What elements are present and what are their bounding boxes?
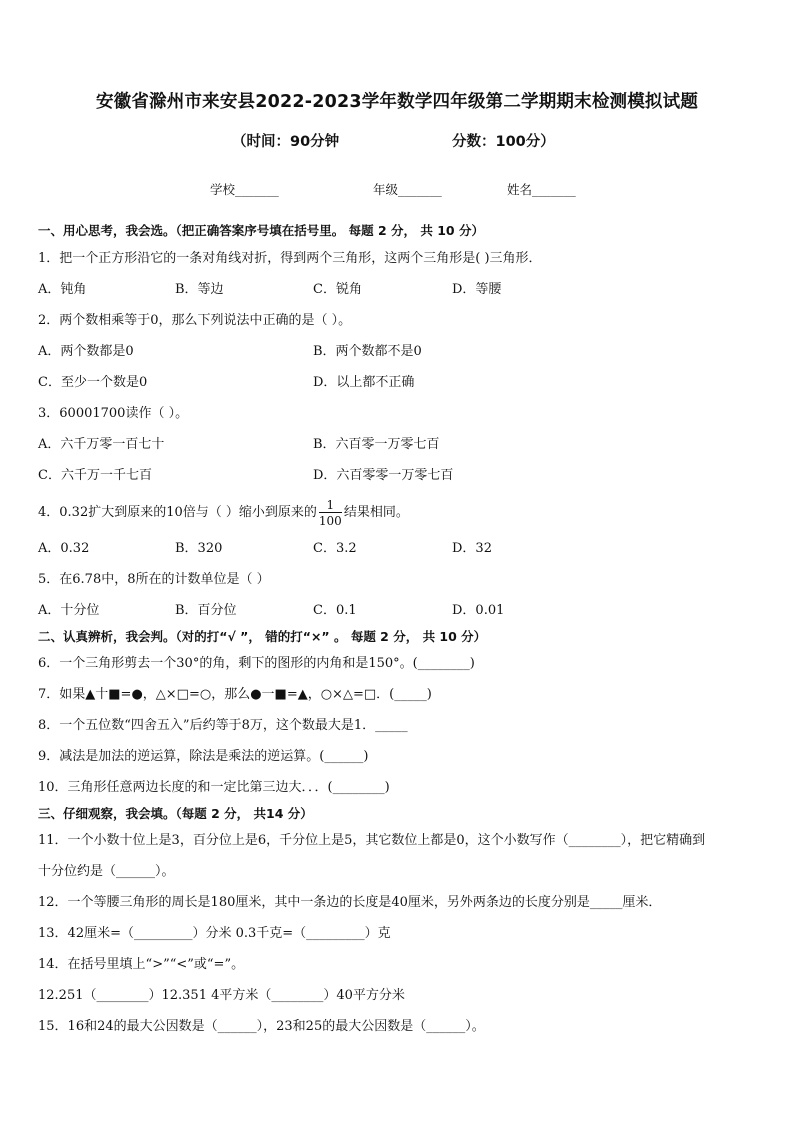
question-9: 9．减法是加法的逆运算，除法是乘法的逆运算。(______) xyxy=(38,749,369,764)
q4-option-b: B．320 xyxy=(175,541,223,556)
name-field: 姓名_______ xyxy=(507,182,576,197)
q3-option-d: D．六百零零一万零七百 xyxy=(313,468,454,483)
question-10: 10．三角形任意两边长度的和一定比第三边大．．．(________) xyxy=(38,780,390,795)
fraction-one-hundredth xyxy=(319,498,342,528)
section-3-heading: 三、仔细观察，我会填。（每题 2 分， 共14 分） xyxy=(38,806,313,821)
question-2: 2．两个数相乘等于0，那么下列说法中正确的是（ ）。 xyxy=(38,313,352,328)
section-1-heading: 一、用心思考，我会选。（把正确答案序号填在括号里。 每题 2 分， 共 10 分） xyxy=(38,223,484,238)
question-13: 13．42厘米=（_________）分米 0.3千克=（_________）克 xyxy=(38,926,391,941)
question-11: 11．一个小数十位上是3，百分位上是6，千分位上是5，其它数位上都是0，这个小数写作（________），把它精确到 xyxy=(38,833,706,848)
q3-option-c: C．六千万一千七百 xyxy=(38,468,152,483)
exam-title: 安徽省滁州市来安县2022-2023学年数学四年级第二学期期末检测模拟试题 xyxy=(95,92,699,112)
q2-option-d: D．以上都不正确 xyxy=(313,375,415,390)
q5-option-a: A．十分位 xyxy=(38,603,100,618)
q1-option-b: B．等边 xyxy=(175,282,224,297)
q2-option-a: A．两个数都是0 xyxy=(38,344,134,359)
question-8: 8．一个五位数“四舍五入”后约等于8万，这个数最大是1．_____ xyxy=(38,718,408,733)
q5-option-d: D．0.01 xyxy=(452,603,505,618)
question-11-continued: 十分位约是（______）。 xyxy=(38,864,175,879)
q5-option-b: B．百分位 xyxy=(175,603,237,618)
fraction-numerator: 1 xyxy=(326,497,335,512)
question-5: 5．在6.78中，8所在的计数单位是（ ） xyxy=(38,572,270,587)
question-14-items: 12.251（________）12.351 4平方米（________）40平方分米 xyxy=(38,988,405,1003)
q4-option-c: C．3.2 xyxy=(313,541,357,556)
question-4 xyxy=(38,494,409,532)
q3-option-b: B．六百零一万零七百 xyxy=(313,437,440,452)
grade-field: 年级_______ xyxy=(373,182,442,197)
question-14: 14．在括号里填上“>”“<”或“=”。 xyxy=(38,957,245,972)
exam-score: 分数：100分） xyxy=(452,134,555,150)
school-field: 学校_______ xyxy=(210,182,279,197)
q4-stem-after: 结果相同。 xyxy=(343,505,409,520)
q1-option-d: D．等腰 xyxy=(452,282,502,297)
q4-stem-before: 4．0.32扩大到原来的10倍与（ ）缩小到原来的 xyxy=(38,505,317,520)
section-2-heading: 二、认真辨析，我会判。（对的打“√ ”， 错的打“×” 。 每题 2 分， 共 10 分） xyxy=(38,629,487,644)
exam-time: （时间：90分钟 xyxy=(232,134,340,150)
question-7: 7．如果▲十■=●，△×□=○，那么●一■=▲，○×△=□．(_____) xyxy=(38,687,432,702)
q4-option-a: A．0.32 xyxy=(38,541,90,556)
q4-option-d: D．32 xyxy=(452,541,492,556)
question-1: 1．把一个正方形沿它的一条对角线对折，得到两个三角形，这两个三角形是( )三角形． xyxy=(38,251,542,266)
fraction-denominator: 100 xyxy=(318,513,342,528)
q2-option-c: C．至少一个数是0 xyxy=(38,375,148,390)
question-12: 12．一个等腰三角形的周长是180厘米，其中一条边的长度是40厘米，另外两条边的长度分别是_____厘米． xyxy=(38,895,662,910)
q1-option-c: C．锐角 xyxy=(313,282,362,297)
question-15: 15．16和24的最大公因数是（______），23和25的最大公因数是（______）。 xyxy=(38,1019,485,1034)
q1-option-a: A．钝角 xyxy=(38,282,87,297)
question-6: 6．一个三角形剪去一个30°的角，剩下的图形的内角和是150°。(________) xyxy=(38,656,475,671)
question-3: 3．60001700读作（ ）。 xyxy=(38,406,189,421)
q5-option-c: C．0.1 xyxy=(313,603,357,618)
q2-option-b: B．两个数都不是0 xyxy=(313,344,422,359)
q3-option-a: A．六千万零一百七十 xyxy=(38,437,165,452)
